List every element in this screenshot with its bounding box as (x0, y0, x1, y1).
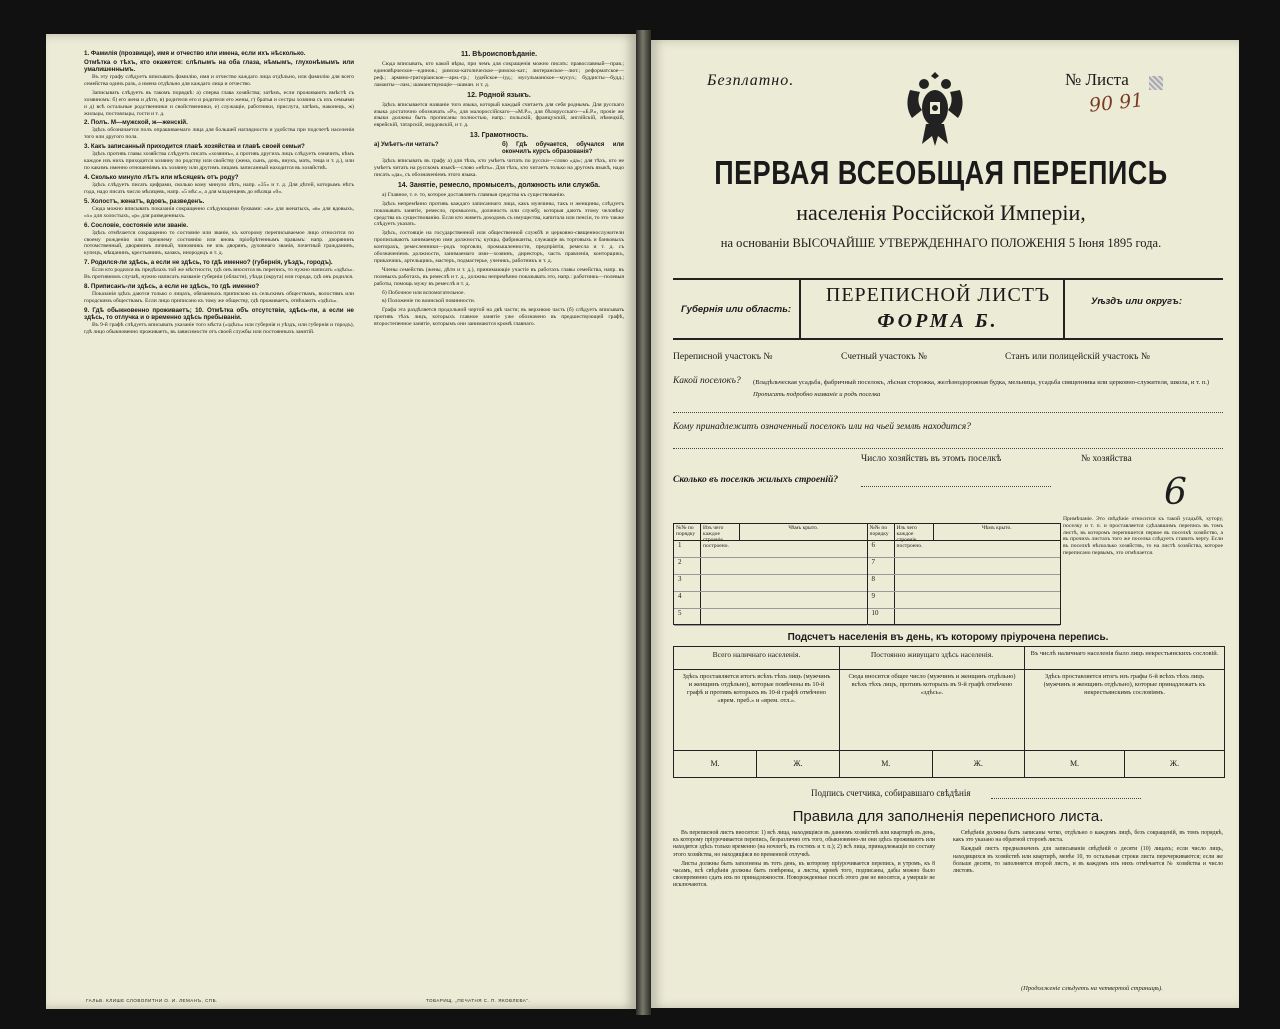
grid-row (868, 575, 1061, 592)
rules-column-right (953, 830, 1223, 877)
instructions-column-1 (84, 48, 354, 338)
count-body-resident: Сюда вносится общее число (мужчинъ и женщинъ отдѣльно) всѣхъ тѣхъ лицъ, противъ которыхъ въ 9-й графѣ отмѣчено «здѣсь». (848, 673, 1016, 696)
section-13-b: б) Гдѣ обучается, обучался или окончилъ курсъ образованія? (502, 142, 624, 156)
settlement-hint-emph: Прописать подробно названіе и родъ поселка (753, 391, 881, 398)
buildings-grid-right (868, 524, 1061, 624)
section-11-title: 11. Вѣроисповѣданіе. (460, 51, 538, 58)
sheet-title: ПЕРЕПИСНОЙ ЛИСТЪ (825, 284, 1051, 306)
section-13-text: Здѣсь вписывать въ графу а) для тѣхъ, кто умѣетъ читать по русски—слово «да»; для тѣхъ, кто не умѣетъ читать на русскомъ языкѣ—слово «нѣтъ». Для тѣхъ, кто читаетъ только на другомъ языкѣ, надо писать «да», съ обозначеніемъ этого языка. (374, 158, 624, 178)
free-label: Безплатно. (707, 72, 795, 89)
buildings-note: Примѣчаніе. Это свѣдѣніе относится къ такой усадьбѣ, хутору, поселку и т. п. и проставляется сдѣлавшимъ перепись въ томъ листѣ, въ которомъ перепишется первое въ поселкѣ хозяйство, а въ прочихъ листахъ того же поселка слѣдуетъ ставить черту. Если въ поселкѣ нѣсколько хозяйствъ, то на листѣ хозяйства, которое переписано первымъ, это отмѣчается. (1063, 516, 1223, 556)
households-count-label: Число хозяйствъ въ этомъ поселкѣ (861, 454, 1002, 464)
census-title: ПЕРВАЯ ВСЕОБЩАЯ ПЕРЕПИСЬ (714, 154, 1168, 192)
rules-title: Правила для заполненія переписного листа. (792, 808, 1104, 825)
book-spine (636, 30, 651, 1015)
male-female-row (1025, 750, 1224, 777)
grid-header-roof: Чѣмъ крыто. (981, 525, 1012, 531)
owner-fill-line (673, 448, 1223, 449)
section-2-text: Здѣсь обозначается полъ опрашиваемаго лица для большей наглядности и удобства при подсчетѣ населенія того или другого пола. (84, 127, 354, 141)
continued-note: (Продолженіе слѣдуетъ на четвертой страницѣ). (1021, 985, 1163, 992)
count-column-resident (840, 647, 1025, 777)
male-cell[interactable]: М. (674, 751, 757, 777)
section-13-title: 13. Грамотность. (469, 132, 529, 140)
grid-row (868, 609, 1061, 626)
grid-header-number: №№ по порядку (674, 524, 701, 540)
count-header-resident: Постоянно живущаго здѣсь населенія. (840, 647, 1024, 670)
section-9-title: 9. Гдѣ обыкновенно проживаетъ; 10. Отмѣтка объ отсутствіи, здѣсь-ли, а если не здѣсь, то отлучка и о временно здѣсь пребываніи. (84, 306, 354, 321)
buildings-grid (673, 523, 1061, 625)
settlement-question: Какой поселокъ? (673, 376, 741, 386)
left-page (46, 34, 636, 1009)
grid-row (674, 575, 867, 592)
section-6-text: Здѣсь отмѣчается сокращенно то состояніе или званіе, къ которому переписываемое лицо относится по своему рожденію или прежнему состоянію или вновь пріобрѣтеннымъ правамъ: напр. дворянинъ потомственный, дворянинъ личный, чиновникъ не изъ дворянъ, духовнаго званія, почетный гражданинъ, купецъ, мѣщанинъ, крестьянинъ, казакъ, инородецъ и т. д. (84, 229, 354, 257)
buildings-grid-left (674, 524, 868, 624)
male-cell[interactable]: М. (1025, 751, 1125, 777)
grid-header-roof: Чѣмъ крыто. (788, 525, 819, 531)
grid-row (674, 558, 867, 575)
section-5-text: Сюда можно вписывать показанія сокращенно слѣдующими буквами: «ж» для женатыхъ, «в» для вдовыхъ, «х» для холостыхъ, «р» для разведенныхъ. (84, 205, 354, 219)
instructions-column-2 (374, 48, 624, 330)
section-14-c: в) Положеніе по воинской повинности. (382, 298, 476, 305)
grid-row-number: 6 (868, 541, 895, 557)
male-female-row (840, 750, 1024, 777)
grid-row-number: 9 (868, 592, 895, 608)
sheet-number-stamp (1149, 76, 1163, 90)
section-6-title: 6. Сословіе, состояніе или званіе. (84, 221, 189, 229)
section-9-text: Въ 9-й графѣ слѣдуетъ вписывать указаніе того мѣста («здѣсь» или губернія и уѣздъ, или губернія и городъ), гдѣ лицо обыкновенно проживаетъ, въ зависимости отъ своей службы или постоянныхъ занятій. (84, 321, 354, 335)
grid-row (674, 609, 867, 626)
grid-header-material: Изъ чего каждое строеніе построено. (895, 524, 934, 540)
grid-row (868, 592, 1061, 609)
census-basis: на основаніи ВЫСОЧАЙШЕ УТВЕРЖДЕННАГО ПОЛОЖЕНІЯ 5 Іюня 1895 года. (720, 236, 1162, 250)
header-bottom-rule (673, 338, 1223, 340)
section-14-text-1: Здѣсь непремѣнно противъ каждаго записаннаго лица, какъ мужчины, такъ и женщины, слѣдуетъ показывать занятіе, ремесло, промыселъ, должность или службу, которыя даютъ этому человѣку средства къ существованію. Если кто живетъ доходомъ съ имущества, капитала или пенсіи, то это также слѣдуетъ указать. (374, 200, 624, 228)
gubernia-label: Губернія или область: (681, 304, 792, 315)
section-8-text: Показанія здѣсь даются только о лицахъ, обязанныхъ припискою къ сельскимъ обществамъ, волостямъ или городскимъ обществамъ. Если лицо приписано къ тому же обществу, гдѣ проживаетъ, отвѣчаютъ «здѣсь». (84, 291, 354, 304)
grid-row-number: 3 (674, 575, 701, 591)
section-13-subheads (374, 142, 624, 156)
section-2-title: 2. Полъ. М—мужской, ж—женскій. (84, 119, 188, 127)
count-column-non-peasant (1025, 647, 1224, 777)
section-12-text: Здѣсь вписывается названіе того языка, который каждый считаетъ для себя роднымъ. Для русскаго языка достаточно обозначать «Р», для малороссійскаго—«М.Р.», для бѣлорусскаго—«Б.Р.», прочіе же языки должны быть прописаны полностью, напр.: польскій, французскій, англійскій, нѣмецкій, еврейскій, татарскій, мордовскій, и т. д. (374, 101, 624, 129)
handwritten-household-number: 6 (1164, 472, 1187, 513)
buildings-grid-header (868, 524, 1061, 549)
counting-district-label: Счетный участокъ № (841, 352, 927, 362)
section-14-text-3: Члены семействъ (жены, дѣти и т. д.), принимающіе участіе въ работахъ главы семейства, напр. въ полевыхъ работахъ, въ ремеслѣ и т. д., должны непремѣнно показывать это, напр.: работникъ—полевыя работы, помощь мужу въ ремеслѣ и т. д. (374, 266, 624, 287)
buildings-question: Сколько въ поселкѣ жилыхъ строеній? (673, 475, 839, 485)
section-14-b: б) Побочное или вспомогательное. (382, 289, 465, 296)
handwritten-sheet-number: 90 91 (1087, 89, 1145, 117)
grid-row (674, 592, 867, 609)
section-7-title: 7. Родился-ли здѣсь, а если не здѣсь, то гдѣ именно? (губернія, уѣздъ, городъ). (84, 259, 333, 267)
section-8-title: 8. Приписанъ-ли здѣсь, а если не здѣсь, то гдѣ именно? (84, 283, 260, 291)
grid-row-number: 10 (868, 609, 895, 625)
section-14-text-2: Здѣсь, состоящіе на государственной или общественной службѣ и церковно-священнослужители прописываютъ занимаемую ими должность; купцы, фабриканты, служащіе въ торговыхъ и банковыхъ конторахъ, ремесленники—родъ торговли, промышленности, предпріятія, ремесла и т. д. съ обозначеніемъ должности, занимаемаго ими—хозяинъ, директоръ, часть правленія, конторщикъ, приказчикъ, артельщикъ, мастеръ, подмастерье, ученикъ, работникъ и т. д. (374, 230, 624, 264)
population-count-title: Подсчетъ населенія въ день, къ которому пріурочена перепись. (787, 632, 1109, 643)
section-12-title: 12. Родной языкъ. (467, 91, 531, 99)
section-3-title: 3. Какъ записанный приходится главѣ хозяйства и главѣ своей семьи? (84, 143, 305, 151)
female-cell[interactable]: Ж. (973, 759, 983, 768)
enumerator-signature-label: Подпись счетчика, собиравшаго свѣдѣнія (811, 788, 971, 798)
female-cell[interactable]: Ж. (1169, 759, 1180, 768)
rules-column-left (673, 830, 935, 892)
section-1-text: Въ эту графу слѣдуетъ вписывать фамилію, имя и отчество каждаго лица отдѣльно, или фамилію для всего семейства одинъ разъ, а имена отдѣльно для каждаго лица и отчество. (84, 74, 354, 87)
section-1-text-2: Записывать слѣдуетъ въ такомъ порядкѣ: а) сперва глава хозяйства; затѣмъ, если проживаютъ вмѣстѣ съ хозяиномъ: б) его жена и дѣти, в) родители его и родители его жены, г) братья и сестры хозяина съ ихъ семьями и д) всѣ остальные родственники и свойственники, е) служащіе, работники, прислуга, затѣмъ, наконецъ, ж) жильцы, постояльцы, гости и т. д. (84, 89, 354, 117)
section-14-title: 14. Занятіе, ремесло, промыселъ, должность или служба. (397, 181, 601, 189)
uezd-label: Уѣздъ или округъ: (1091, 296, 1182, 307)
grid-row (868, 558, 1061, 575)
owner-question: Кому принадлежитъ означенный поселокъ или на чьей землѣ находится? (673, 422, 971, 432)
section-14-text-4: Графа эта раздѣляется продольной чертой на двѣ части; въ верхнюю часть (б) слѣдуетъ вписывать противъ тѣхъ лицъ, которыхъ главное занятіе уже обозначено въ предшествующей графѣ, второстепенное занятіе, которымъ они занимаются кромѣ главнаго. (374, 307, 624, 328)
settlement-fill-line (673, 412, 1223, 413)
male-female-row (674, 750, 839, 777)
settlement-hint-text: (Владѣльческая усадьба, фабричный поселокъ, лѣсная сторожка, желѣзнодорожная будка, мельница, усадьба священника или церковно-служителя, школа, и т. п.) (753, 379, 1210, 386)
imprint-right: ТОВАРИЩ. „ПЕЧАТНЯ С. П. ЯКОВЛЕВА". (426, 998, 531, 1003)
grid-row-number: 4 (674, 592, 701, 608)
sheet-number-label: № Листа (1065, 70, 1129, 89)
count-column-present (674, 647, 840, 777)
buildings-fill-line (861, 486, 1051, 487)
rule-left (799, 278, 801, 338)
section-1-title: 1. Фамилія (прозвище), имя и отчество или имена, если ихъ нѣсколько. (84, 50, 306, 57)
section-14-a: а) Главное, т. е. то, которое доставляетъ главныя средства къ существованію. (382, 191, 566, 198)
grid-row-number: 7 (868, 558, 895, 574)
section-1-note: Отмѣтка о тѣхъ, кто окажется: слѣпымъ на оба глаза, нѣмымъ, глухонѣмымъ или умалишеннымъ. (84, 59, 354, 73)
census-district-label: Переписной участокъ № (673, 352, 773, 362)
count-body-present: Здѣсь проставляется итогъ всѣхъ тѣхъ лицъ (мужчинъ и женщинъ отдѣльно), которые помѣчены въ 10-й графѣ и противъ которыхъ въ 10-й графѣ отмѣчено «врем. преб.» и «врем. отл.». (682, 673, 831, 704)
grid-header-number: №№ по порядку (868, 524, 895, 540)
section-4-title: 4. Сколько минуло лѣтъ или мѣсяцевъ отъ роду? (84, 173, 239, 181)
population-count-table (673, 646, 1225, 778)
male-cell[interactable]: М. (840, 751, 933, 777)
form-label: ФОРМА Б. (877, 310, 999, 332)
settlement-hint (753, 377, 1223, 401)
count-body-non-peasant: Здѣсь проставляется итогъ изъ графы 6-й всѣхъ тѣхъ лицъ (мужчинъ и женщинъ отдѣльно), которые принадлежатъ къ некрестьянскимъ сословіямъ. (1043, 673, 1206, 696)
count-header-present: Всего наличнаго населенія. (674, 647, 839, 670)
signature-line (991, 798, 1141, 799)
imprint-left: ГАЛЬВ. КЛИШЕ СЛОВОЛИТНИ О. И. ЛЕМАНЪ, СПБ. (86, 998, 218, 1003)
section-13-a: а) Умѣетъ-ли читать? (374, 142, 439, 149)
section-4-text: Здѣсь слѣдуетъ писать цифрами, сколько кому минуло лѣтъ, напр. «35» и т. д. Для дѣтей, которымъ нѣтъ года, надо писать число мѣсяцевъ, напр. «5 мѣс.», а для младенцевъ до мѣсяца «0». (84, 181, 354, 195)
section-3-text: Здѣсь противъ главы хозяйства слѣдуетъ писать «хозяинъ», а противъ другихъ лицъ слѣдуетъ означить, кѣмъ каждое изъ нихъ приходится хозяину по родству или свойству (жена, сынъ, дочь, внукъ, мать, теща и т. д.), или по какимъ именно отношеніямъ къ хозяину или другимъ лицамъ записанный находится въ хозяйствѣ. (84, 151, 354, 172)
double-headed-eagle-emblem (902, 66, 968, 150)
rules-right-paragraph-1: Свѣдѣнія должны быть записаны четко, отдѣльно о каждомъ лицѣ, безъ сокращеній, въ томъ порядкѣ, какъ это указано на обратной сторонѣ листа. (953, 830, 1223, 844)
right-page (651, 40, 1239, 1008)
count-header-non-peasant: Въ числѣ наличнаго населенія было лицъ некрестьянскихъ сословій. (1025, 647, 1224, 670)
section-5-title: 5. Холостъ, женатъ, вдовъ, разведенъ. (84, 197, 205, 205)
top-rule (673, 278, 1223, 280)
grid-header-material: Изъ чего каждое строеніе построено. (701, 524, 740, 540)
rules-right-paragraph-2: Каждый листъ предназначенъ для записыванія свѣдѣній о десяти (10) лицахъ; если число лицъ, находящихся въ хозяйствѣ или квартирѣ, менѣе 10, то остальныя строки листа перечеркиваются; если же больше десяти, то заполняется второй листъ, и въ каждомъ изъ нихъ отмѣчается № хозяйства и число листовъ. (953, 846, 1223, 875)
grid-row-number: 1 (674, 541, 701, 557)
buildings-grid-header (674, 524, 867, 549)
rules-left-paragraph-2: Листы должны быть заполнены въ тотъ день, къ которому пріурочивается перепись, и утромъ, къ 8 часамъ, всѣ свѣдѣнія должны быть повѣрены, а листы, кромѣ того, подписаны, дабы можно было своевременно сдать ихъ по принадлежности. Новорожденные послѣ этого дня не вносятся, а умершіе не исключаются. (673, 860, 935, 889)
section-11-text: Сюда вписывать, кто какой вѣры, при чемъ для сокращенія можно писать: православный—прав.; единовѣрческое—единов.; римско-католическое—римско-кат.; лютеранское—лют.; реформатское—реф.; армяно-григоріанское—арм.-гр.; іудейское—іуд.; мусульманское—мусул.; буддисты—будд.; ламаиты—лам.; шаманствующіе—шаман. и т. д. (374, 61, 624, 88)
grid-row-number: 2 (674, 558, 701, 574)
grid-row-number: 8 (868, 575, 895, 591)
rules-left-paragraph-1: Въ переписной листъ вносятся: 1) всѣ лица, находящіяся въ данномъ хозяйствѣ или квартирѣ въ день, къ которому пріурочивается перепись, безразлично отъ того, обыкновенно-ли они здѣсь проживаютъ или находятся здѣсь только временно (на ночлегѣ, въ гостяхъ и т. п.); 2) всѣ лица, принадлежащія по составу этого хозяйства, но находящіяся во временной отлучкѣ. (673, 830, 935, 858)
household-number-label: № хозяйства (1081, 454, 1132, 464)
stan-label: Станъ или полицейскій участокъ № (1005, 352, 1150, 362)
grid-row-number: 5 (674, 609, 701, 625)
female-cell[interactable]: Ж. (793, 759, 803, 768)
section-7-text: Если кто родился въ предѣлахъ той же мѣстности, гдѣ онъ вносится въ перепись, то нужно написать «здѣсь». Въ противномъ случаѣ, нужно написать названіе губерніи (области), уѣзда (округа) или города, гдѣ онъ родился. (84, 267, 354, 281)
census-subtitle: населенія Россійской Имперіи, (796, 200, 1086, 225)
